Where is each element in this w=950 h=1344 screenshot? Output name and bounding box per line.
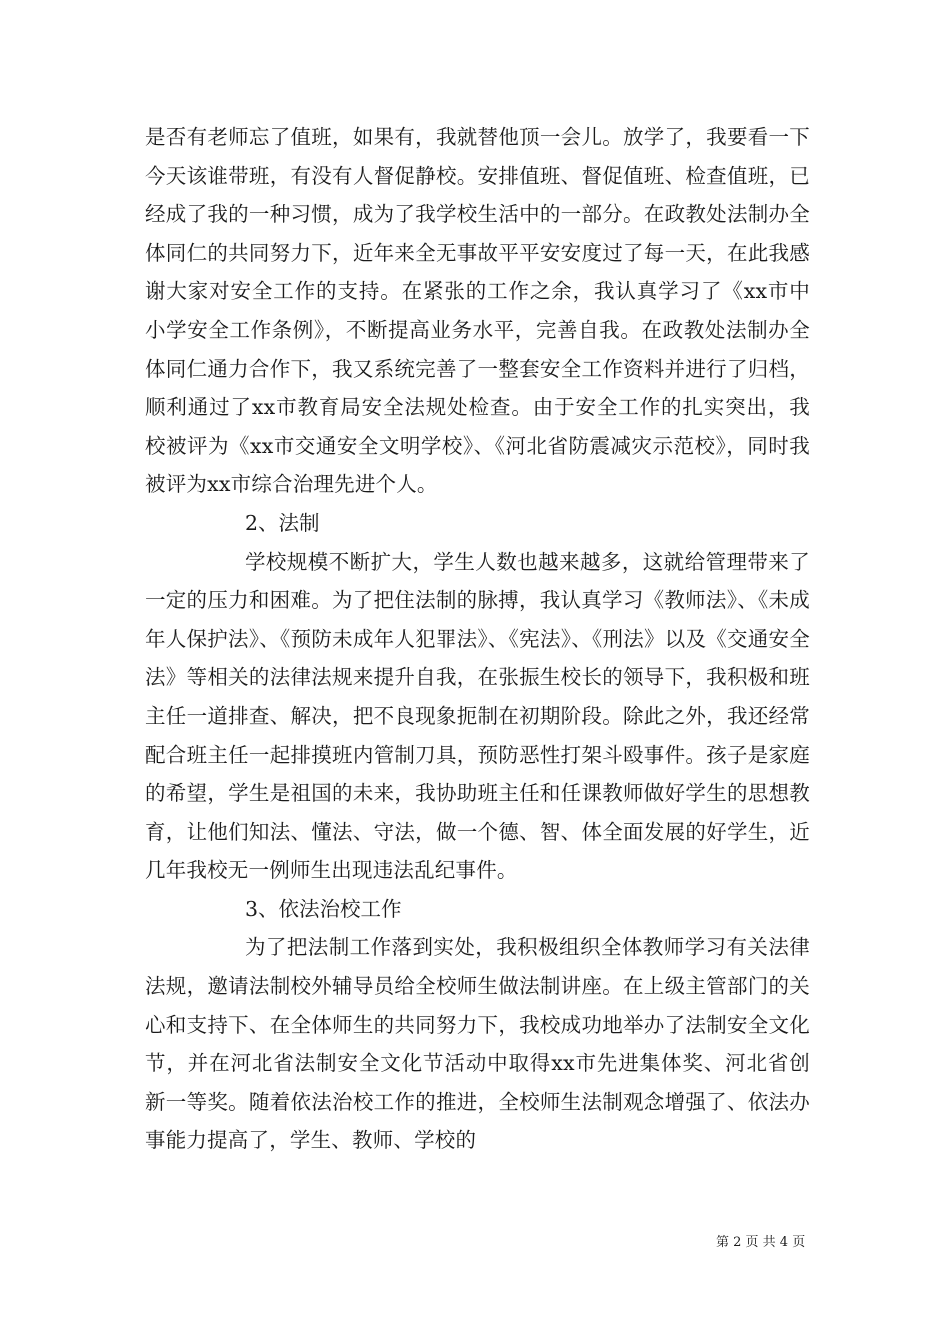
paragraph-rule-of-law: 为了把法制工作落到实处，我积极组织全体教师学习有关法律法规，邀请法制校外辅导员给全校师生做法制讲座。在上级主管部门的关心和支持下、在全体师生的共同努力下，我校成功地举办了法制安全文化节，并在河北省法制安全文化节活动中取得xx市先进集体奖、河北省创新一等奖。随着依法治校工作的推进，全校师生法制观念增强了、依法办事能力提高了，学生、教师、学校的 bbox=[145, 935, 810, 1153]
section-heading-rule-of-law: 3、依法治校工作 bbox=[245, 896, 402, 921]
section-heading-legal: 2、法制 bbox=[245, 510, 320, 535]
paragraph-legal: 学校规模不断扩大，学生人数也越来越多，这就给管理带来了一定的压力和困难。为了把住法制的脉搏，我认真学习《教师法》、《未成年人保护法》、《预防未成年人犯罪法》、《宪法》、《刑法》以及《交通安全法》等相关的法律法规来提升自我，在张振生校长的领导下，我积极和班主任一道排查、解决，把不良现象扼制在初期阶段。除此之外，我还经常配合班主任一起排摸班内管制刀具，预防恶性打架斗殴事件。孩子是家庭的希望，学生是祖国的未来，我协助班主任和任课教师做好学生的思想教育，让他们知法、懂法、守法，做一个德、智、体全面发展的好学生，近几年我校无一例师生出现违法乱纪事件。 bbox=[145, 549, 810, 883]
paragraph-safety-duty: 是否有老师忘了值班，如果有，我就替他顶一会儿。放学了，我要看一下今天该谁带班，有没有人督促静校。安排值班、督促值班、检查值班，已经成了我的一种习惯，成为了我学校生活中的一部分。在政教处法制办全体同仁的共同努力下，近年来全无事故平平安安度过了每一天，在此我感谢大家对安全工作的支持。在紧张的工作之余，我认真学习了《xx市中小学安全工作条例》，不断提高业务水平，完善自我。在政教处法制办全体同仁通力合作下，我又系统完善了一整套安全工作资料并进行了归档，顺利通过了xx市教育局安全法规处检查。由于安全工作的扎实突出，我校被评为《xx市交通安全文明学校》、《河北省防震减灾示范校》，同时我被评为xx市综合治理先进个人。 bbox=[145, 125, 810, 497]
page-number: 第 2 页 共 4 页 bbox=[716, 1235, 806, 1250]
document-page bbox=[145, 118, 810, 1160]
